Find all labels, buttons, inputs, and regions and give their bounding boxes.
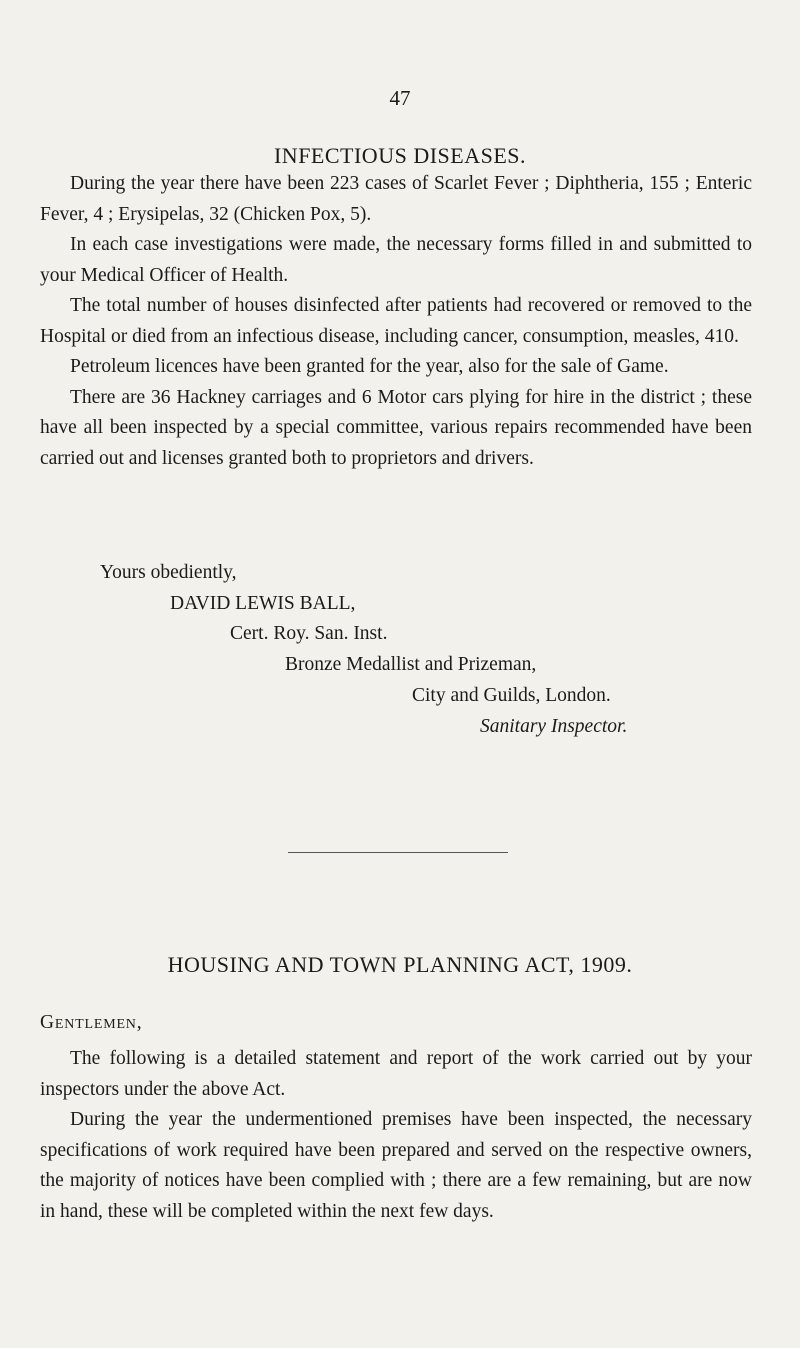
signature-qualification: Bronze Medallist and Prizeman, [285, 654, 537, 675]
paragraph: There are 36 Hackney carriages and 6 Motor cars plying for hire in the district ; these have all been inspected by a special committee, various repairs recommended have been carried out and licenses granted both to proprietors and drivers. [40, 386, 752, 469]
section-body-housing-act [40, 1044, 752, 1227]
signature-name: DAVID LEWIS BALL, [170, 593, 356, 614]
signature-title: Sanitary Inspector. [480, 716, 628, 737]
section-body-infectious-diseases [40, 169, 752, 474]
salutation: Gentlemen, [40, 1012, 143, 1033]
paragraph: The total number of houses disinfected after patients had recovered or removed to the Hospital or died from an infectious disease, including cancer, consumption, measles, 410. [40, 295, 752, 347]
signature-qualification: Cert. Roy. San. Inst. [230, 623, 388, 644]
paragraph: During the year there have been 223 cases of Scarlet Fever ; Diphtheria, 155 ; Enteric Fever, 4 ; Erysipelas, 32 (Chicken Pox, 5). [40, 173, 752, 225]
section-heading-infectious-diseases: INFECTIOUS DISEASES. [273, 143, 527, 168]
page-number: 47 [389, 86, 411, 110]
paragraph: Petroleum licences have been granted for the year, also for the sale of Game. [70, 356, 669, 377]
paragraph: During the year the undermentioned premises have been inspected, the necessary specifications of work required have been prepared and served on the respective owners, the majority of notices have been complied with ; there are a few remaining, but are now in hand, these will be completed within the next few days. [40, 1109, 752, 1222]
signature-closing: Yours obediently, [100, 562, 237, 583]
signature-qualification: City and Guilds, London. [412, 685, 611, 706]
section-divider [288, 852, 508, 853]
paragraph: The following is a detailed statement and report of the work carried out by your inspectors under the above Act. [40, 1048, 752, 1100]
paragraph: In each case investigations were made, the necessary forms filled in and submitted to your Medical Officer of Health. [40, 234, 752, 286]
section-heading-housing-act: HOUSING AND TOWN PLANNING ACT, 1909. [167, 952, 633, 977]
